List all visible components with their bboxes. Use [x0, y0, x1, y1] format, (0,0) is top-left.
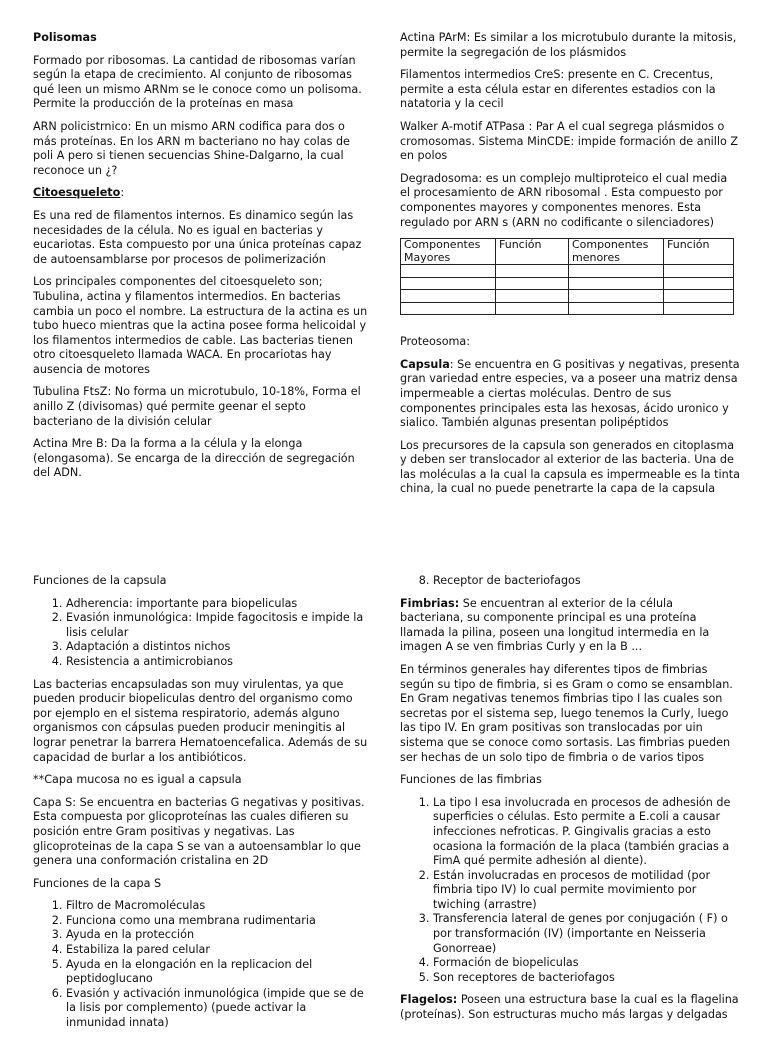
walker-atpasa-paragraph: Walker A-motif ATPasa : Par A el cual segrega plásmidos o cromosomas. Sistema MinCDE: impide formación de anillo Z en polos — [400, 119, 739, 163]
funciones-capa-s-list-continued — [400, 574, 740, 589]
actina-parm-paragraph: Actina PArM: Es similar a los microtubulo durante la mitosis, permite la segregación de los plásmidos — [400, 31, 737, 59]
funciones-capa-s-heading: Funciones de la capa S — [33, 876, 162, 890]
filamentos-cres-paragraph: Filamentos intermedios CreS: presente en C. Crecentus, permite a esta célula estar en diferentes estadios con la natatoria y la cecil — [400, 68, 716, 111]
citoesqueleto-definition-paragraph: Es una red de filamentos internos. Es dinamico según las necesidades de la célula. No es igual en bacterias y eucariotas. Esta compuesto por una única proteínas capaz de autoensamblarse por procesos de polimerización — [33, 208, 362, 266]
degradosoma-paragraph: Degradosoma: es un complejo multiproteico el cual media el procesamiento de ARN ribosomal . Esta compuesto por componentes mayores y componentes menores. Esta regulado por ARN s (ARN no codificante o silenciadores) — [400, 171, 728, 229]
capsula-precursores-paragraph: Los precursores de la capsula son generados en citoplasma y deben ser translocador al exterior de las bacteria. Una de las moléculas a la cual la capsula es impermeable es la tinta china, la cual no puede penetrarte la capa de la capsula — [400, 438, 740, 496]
table-row — [401, 265, 734, 278]
list-item: 5. Son receptores de bacteriofagos — [433, 971, 740, 986]
list-item: 3. Adaptación a distintos nichos — [66, 640, 368, 655]
table-cell — [401, 290, 496, 303]
capsula-text: : Se encuentra en G positivas y negativas, presenta gran variedad entre especies, va a poseer una matriz densa impermeable a ciertas moléculas. Dentro de sus componentes principales esta las hexosas, ácido uronico y sialico. También algunas presentan polipéptidos — [400, 357, 740, 430]
polisomas-title: Polisomas — [33, 31, 97, 44]
table-header-cell: Función — [496, 239, 569, 265]
table-cell — [664, 290, 734, 303]
list-item: 4. Estabiliza la pared celular — [66, 943, 368, 958]
flagelos-text: Poseen una estructura base la cual es la flagelina (proteínas). Son estructuras mucho más largas y delgadas — [400, 993, 739, 1022]
funciones-fimbrias-heading: Funciones de las fimbrias — [400, 773, 542, 787]
flagelos-label: Flagelos: — [400, 993, 458, 1007]
table-cell — [401, 277, 496, 290]
table-cell — [496, 302, 569, 315]
table-header-cell: Función — [664, 239, 734, 265]
list-item: 8. Receptor de bacteriofagos — [433, 574, 740, 589]
fimbrias-label: Fimbrias: — [400, 596, 460, 610]
bacterias-encapsuladas-paragraph: Las bacterias encapsuladas son muy virulentas, ya que pueden producir biopeliculas dentro del organismo como por ejemplo en el sistema respiratorio, además alguno organismos con cápsulas pueden producir meningitis al lograr penetrar la barrera Hematoencefalica. Además de su capacidad de burlar a los antibióticos. — [33, 677, 368, 764]
table-cell — [569, 265, 664, 278]
table-row — [401, 302, 734, 315]
table-cell — [401, 302, 496, 315]
tubulina-ftsz-paragraph: Tubulina FtsZ: No forma un microtubulo, 10-18%, Forma el anillo Z (divisomas) qué permite geenar el septo bacteriano de la división celular — [33, 385, 361, 428]
list-item: 2. Funciona como una membrana rudimentaria — [66, 914, 368, 929]
table-header-cell: Componentes menores — [569, 239, 664, 265]
citoesqueleto-components-paragraph: Los principales componentes del citoesqueleto son; Tubulina, actina y filamentos intermedios. En bacterias cambia un poco el nombre. La estructura de la actina es un tubo hueco mientras que la actina posee forma helicoidal y los filamentos intermedios de cable. Las bacterias tienen otro citoesqueleto llamada WACA. En procariotas hay ausencia de motores — [33, 275, 368, 376]
fimbrias-text: Se encuentran al exterior de la célula bacteriana, su componente principal es una proteína llamada la pilina, poseen una longitud intermedia en la imagen A se ven fimbrias Curly y en la B ... — [400, 596, 710, 654]
arn-policistronico-paragraph: ARN policistrnico: En un mismo ARN codifica para dos o más proteínas. En los ARN m bacteriano no hay colas de poli A pero si tienen secuencias Shine-Dalgarno, la cual reconoce un ¿? — [33, 119, 350, 177]
page1-left-column — [33, 31, 368, 489]
page2-right-column — [400, 574, 740, 1031]
flagelos-paragraph — [400, 993, 740, 1022]
citoesqueleto-heading-colon: : — [120, 186, 125, 200]
table-cell — [569, 277, 664, 290]
capa-mucosa-note: **Capa mucosa no es igual a capsula — [33, 773, 242, 787]
table-header-cell: Componentes Mayores — [401, 239, 496, 265]
table-cell — [664, 277, 734, 290]
list-item: 2. Están involucradas en procesos de motilidad (por fimbria tipo IV) lo cual permite movimiento por twiching (arrastre) — [433, 869, 740, 913]
citoesqueleto-heading-text: Citoesqueleto — [33, 186, 121, 200]
funciones-fimbrias-list — [400, 796, 740, 986]
degradosoma-components-table — [400, 238, 734, 315]
table-cell — [569, 302, 664, 315]
page2-left-column — [33, 574, 368, 1039]
list-item: 4. Resistencia a antimicrobianos — [66, 655, 368, 670]
list-item: 5. Ayuda en la elongación en la replicacion del peptidoglucano — [66, 958, 368, 987]
actina-mreb-paragraph: Actina Mre B: Da la forma a la célula y la elonga (elongasoma). Se encarga de la dirección de segregación del ADN. — [33, 437, 355, 480]
proteosoma-paragraph: Proteosoma: — [400, 335, 471, 349]
table-cell — [496, 277, 569, 290]
fimbrias-paragraph — [400, 597, 740, 655]
list-item: 3. Transferencia lateral de genes por conjugación ( F) o por transformación (IV) (importante en Neisseria Gonorreae) — [433, 912, 740, 956]
list-item: 6. Evasión y activación inmunológica (impide que se de la lisis por complemento) (puede activar la inmunidad innata) — [66, 987, 368, 1031]
table-cell — [569, 290, 664, 303]
table-cell — [664, 265, 734, 278]
tipos-fimbrias-paragraph: En términos generales hay diferentes tipos de fimbrias según su tipo de fimbria, si es Gram o como se ensamblan. En Gram negativas tenemos fimbrias tipo I las cuales son secretas por el sistema sep, luego tenemos la Curly, luego las tipo IV. En gram positivas son translocadas por uin sistema que se conoce como sortasis. Las fimbrias pueden ser hechas de un solo tipo de fimbria o de varios tipos — [400, 662, 733, 764]
table-cell — [496, 265, 569, 278]
list-item: 2. Evasión inmunológica: Impide fagocitosis e impide la lisis celular — [66, 611, 368, 640]
list-item: 3. Ayuda en la protección — [66, 928, 368, 943]
list-item: 1. Adherencia: importante para biopeliculas — [66, 597, 368, 612]
funciones-capsula-list — [33, 597, 368, 670]
capsula-paragraph — [400, 358, 740, 431]
table-row — [401, 277, 734, 290]
table-row — [401, 290, 734, 303]
polisomas-paragraph: Formado por ribosomas. La cantidad de ribosomas varían según la etapa de crecimiento. Al conjunto de ribosomas qué leen un mismo ARNm se le conoce como un polisoma. Permite la producción de la proteínas en masa — [33, 53, 362, 111]
funciones-capsula-heading: Funciones de la capsula — [33, 574, 167, 587]
list-item: 1. La tipo I esa involucrada en procesos de adhesión de superficies o células. Esto permite a E.coli a causar infecciones nefroticas. P. Gingivalis gracias a esto ocasiona la formación de la placa (también gracias a FimA qué permite adhesión al diente). — [433, 796, 740, 869]
capa-s-paragraph: Capa S: Se encuentra en bacterias G negativas y positivas. Esta compuesta por glicoproteínas las cuales difieren su posición entre Gram positivas y negativas. Las glicoproteinas de la capa S se van a autoensamblar lo que genera una conformación cristalina en 2D — [33, 795, 365, 868]
table-cell — [401, 265, 496, 278]
list-item: 1. Filtro de Macromoléculas — [66, 899, 368, 914]
funciones-capa-s-list — [33, 899, 368, 1030]
capsula-label: Capsula — [400, 357, 450, 371]
table-cell — [664, 302, 734, 315]
table-cell — [496, 290, 569, 303]
table-header-row — [401, 239, 734, 265]
citoesqueleto-heading — [33, 186, 368, 201]
page1-right-column — [400, 31, 740, 505]
list-item: 4. Formación de biopeliculas — [433, 956, 740, 971]
